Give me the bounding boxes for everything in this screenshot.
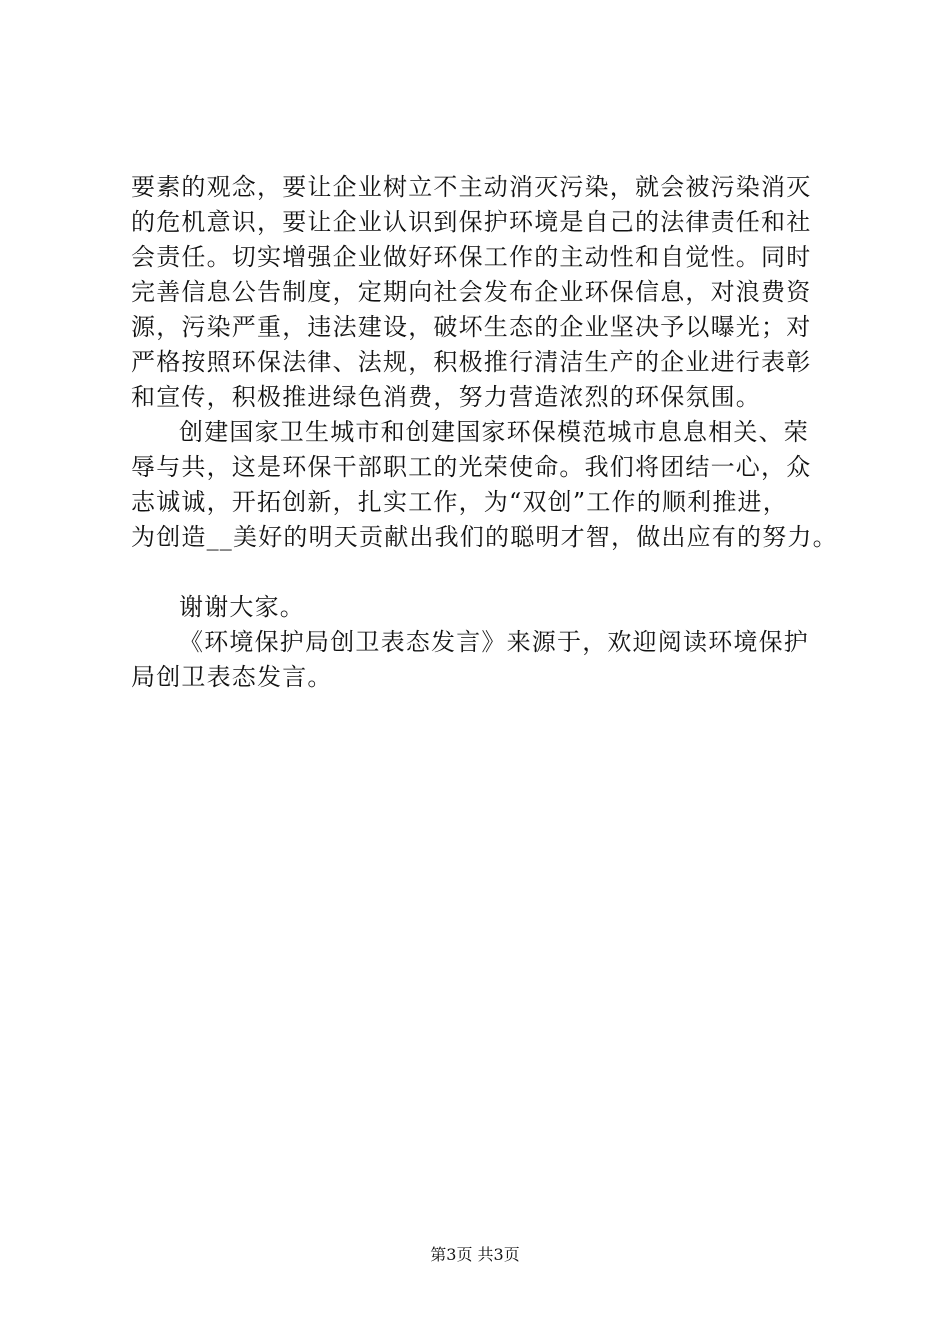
paragraph-shuangchuang [131, 415, 838, 555]
text-line: 辱与共，这是环保干部职工的光荣使命。我们将团结一心，众 [131, 453, 812, 481]
text-line: 完善信息公告制度，定期向社会发布企业环保信息，对浪费资 [131, 278, 812, 306]
text-line: 的危机意识，要让企业认识到保护环境是自己的法律责任和社 [131, 208, 812, 236]
text-line: 志诚诚，开拓创新，扎实工作，为“双创”工作的顺利推进， [131, 488, 788, 516]
paragraph-spacer [131, 555, 831, 590]
document-body [131, 170, 838, 695]
text-line: 要素的观念，要让企业树立不主动消灭污染，就会被污染消灭 [131, 173, 812, 201]
text-line: 严格按照环保法律、法规，积极推行清洁生产的企业进行表彰 [131, 348, 812, 376]
text-line: 创建国家卫生城市和创建国家环保模范城市息息相关、荣 [179, 418, 809, 446]
text-line: 谢谢大家。 [179, 593, 305, 621]
paragraph-pollution-awareness [131, 170, 831, 415]
page-number-footer: 第3页 共3页 [430, 1245, 520, 1264]
text-line: 《环境保护局创卫表态发言》来源于，欢迎阅读环境保护 [179, 628, 809, 656]
paragraph-source-note [131, 625, 831, 695]
paragraph-thanks [131, 590, 831, 625]
text-line: 和宣传，积极推进绿色消费，努力营造浓烈的环保氛围。 [131, 383, 761, 411]
text-line: 会责任。切实增强企业做好环保工作的主动性和自觉性。同时 [131, 243, 812, 271]
text-line: 局创卫表态发言。 [131, 663, 333, 691]
text-line: 源，污染严重，违法建设，破坏生态的企业坚决予以曝光；对 [131, 313, 812, 341]
text-line: 为创造__美好的明天贡献出我们的聪明才智，做出应有的努力。 [131, 523, 838, 551]
